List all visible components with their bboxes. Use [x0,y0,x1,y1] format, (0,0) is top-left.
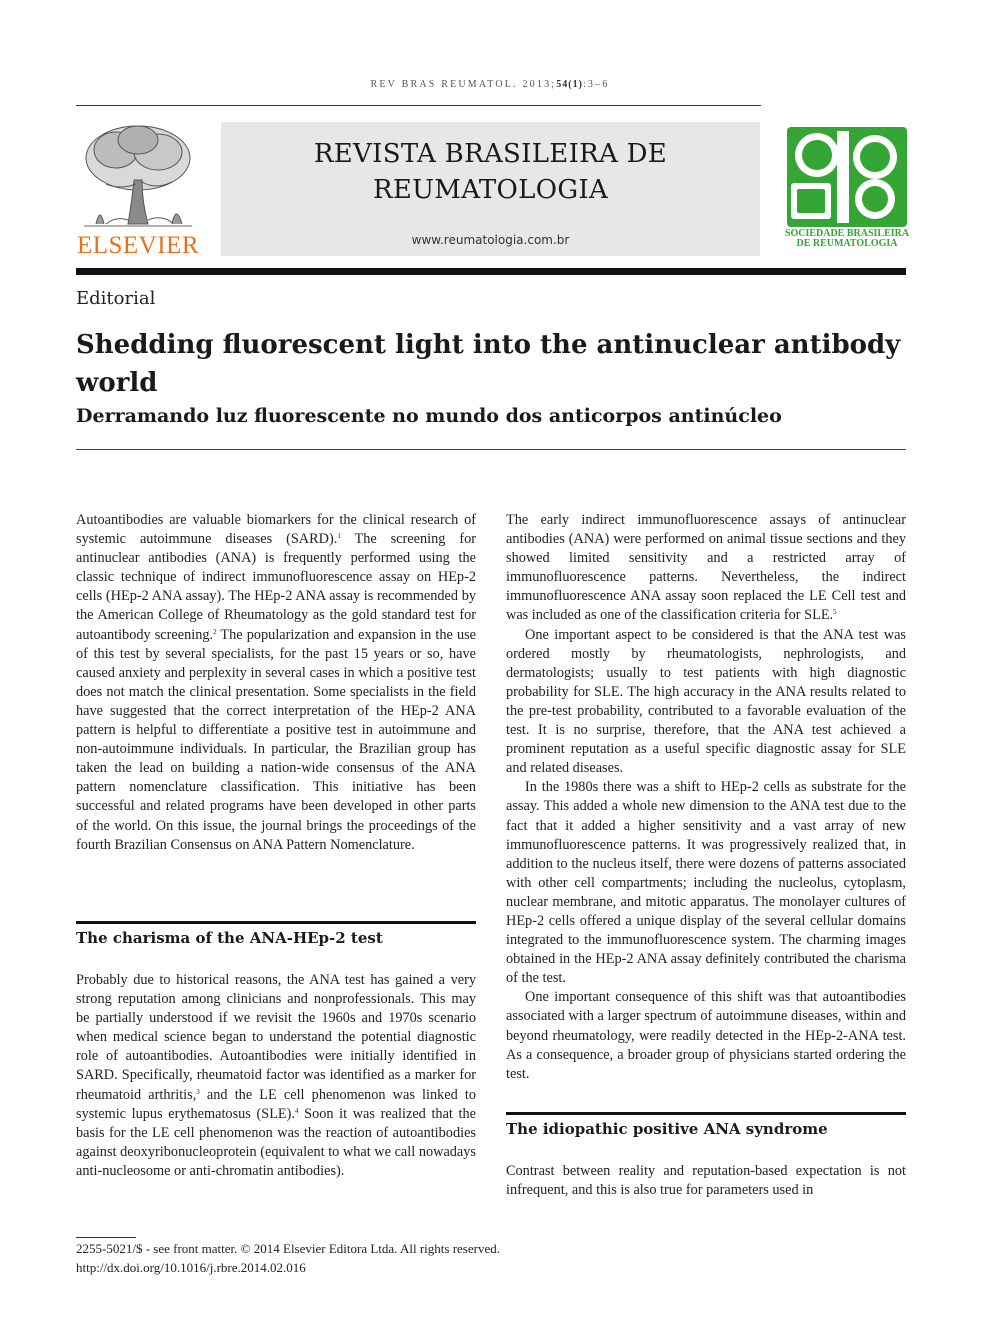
header-rule [76,105,761,106]
paragraph-intro: Autoantibodies are valuable biomarkers for the clinical research of systemic autoimmune diseases (SARD).$^1$ The screening for antinuclear antibodies (ANA) is frequently performed using the classic technique of indirect immunofluorescence assay on HEp-2 cells (HEp-2 ANA assay). The HEp-2 ANA assay is recommended by the American College of Rheumatology as the gold standard test for autoantibody screening.$^2$ The popularization and expansion in the use of this test by several specialists, for the past 15 years or so, have caused anxiety and perplexity in several cases in which a positive test does not match the clinical presentation. Some specialists in the field have suggested that the correct interpretation of the HEp-2 ANA pattern is helpful to differentiate a positive test in autoimmune and non-autoimmune individuals. In particular, the Brazilian group has taken the lead on building a nation-wide consensus of the ANA pattern nomenclature classification. This initiative has been successful and related programs have been developed in other parts of the world. On this issue, the journal brings the proceedings of the fourth Brazilian Consensus on ANA Pattern Nomenclature. [76,512,476,853]
left-column-intro [76,511,476,855]
right-column [506,511,906,1084]
article-title: Shedding fluorescent light into the antinuclear antibody world [76,330,901,398]
section-label: Editorial [76,288,156,309]
journal-ref-volume: 54(1) [556,79,583,90]
citation-4[interactable]: 4 [295,1106,299,1115]
citation-2[interactable]: 2 [213,627,217,636]
left-column-charisma [76,971,476,1181]
society-name-line2: DE REUMATOLOGIA [796,238,898,249]
citation-1[interactable]: 1 [337,532,341,541]
paragraph-ordering: One important aspect to be considered is that the ANA test was ordered mostly by rheumatologists, nephrologists, and dermatologists; usually to test patients with high diagnostic probability for SLE. The high accuracy in the ANA results related to the pre-test probability, contributed to a favorable evaluation of the test. It is no surprise, therefore, that the ANA test achieved a prominent reputation as a useful specific diagnostic assay for SLE and related diseases. [506,626,906,777]
paragraph-consequence: One important consequence of this shift was that autoantibodies associated with a larger spectrum of autoimmune diseases, within and beyond rheumatology, were readily detected in the HEp-2-ANA test. As a consequence, a broader group of physicians started ordering the test. [506,989,906,1082]
title-rule [76,449,906,450]
issn-copyright-line: 2255-5021/$ - see front matter. © 2014 Elsevier Editora Ltda. All rights reserved. [76,1241,500,1256]
society-name-line1: SOCIEDADE BRASILEIRA [784,228,910,239]
journal-ref-pages: :3–6 [582,79,610,90]
article-subtitle: Derramando luz fluorescente no mundo dos anticorpos antinúcleo [76,405,782,427]
journal-masthead [221,122,760,256]
section-heading-charisma: The charisma of the ANA-HEp-2 test [76,929,383,947]
paragraph-early-assays: The early indirect immunofluorescence assays of antinuclear antibodies (ANA) were performed on animal tissue sections and they showed limited sensitivity and a restricted array of immunofluorescence patterns. Nevertheless, the indirect immunofluorescence ANA assay soon replaced the LE Cell test and was included as one of the classification criteria for SLE.$^5$ [506,512,906,624]
paragraph-hep2-shift: In the 1980s there was a shift to HEp-2 cells as substrate for the assay. This added a whole new dimension to the ANA test due to the fact that it added a higher sensitivity and a vast array of new immunofluorescence patterns. It was progressively realized that, in addition to the nucleus itself, there were dozens of patterns associated with other cell compartments; including the nucleolus, cytoplasm, nuclear membrane, and mitotic apparatus. The monolayer cultures of HEp-2 cells offered a unique display of the several cellular domains integrated to the immunofluorescence system. The charming images obtained in the HEp-2 ANA assay definitely contributed the charisma of the test. [506,779,906,987]
section-heading-idiopathic: The idiopathic positive ANA syndrome [506,1120,828,1138]
citation-5[interactable]: 5 [833,608,837,617]
doi-link[interactable]: http://dx.doi.org/10.1016/j.rbre.2014.02.016 [76,1260,306,1275]
elsevier-wordmark: ELSEVIER [76,232,200,259]
paragraph-historical: Probably due to historical reasons, the ANA test has gained a very strong reputation among clinicians and nonprofessionals. This may be partially understood if we revisit the 1960s and 1970s scenario when medical science began to understand the potential diagnostic role of autoantibodies. Autoantibodies were initially identified in SARD. Specifically, rheumatoid factor was identified as a marker for rheumatoid arthritis,$^3$ and the LE cell phenomenon was linked to systemic lupus erythematosus (SLE).$^4$ Soon it was realized that the basis for the LE cell phenomenon was the reaction of autoantibodies against deoxyribonucleoprotein (equivalent to what we call nowadays anti-nucleosome or anti-chromatin antibodies). [76,972,477,1179]
society-logo-icon [787,127,907,227]
section-rule [506,1112,906,1115]
paragraph-contrast: Contrast between reality and reputation-based expectation is not infrequent, and this is also true for parameters used in [506,1163,906,1199]
citation-3[interactable]: 3 [196,1087,200,1096]
society-name [782,229,912,249]
right-column-idiopathic [506,1162,906,1200]
journal-url-link[interactable]: www.reumatologia.com.br [411,233,570,247]
journal-ref-prefix: REV BRAS REUMATOL. 2013; [370,79,557,90]
masthead-rule [76,268,906,275]
journal-reference [300,79,680,90]
footnote-rule [76,1237,136,1238]
journal-title: REVISTA BRASILEIRA DE REUMATOLOGIA [313,139,668,205]
section-rule [76,921,476,924]
